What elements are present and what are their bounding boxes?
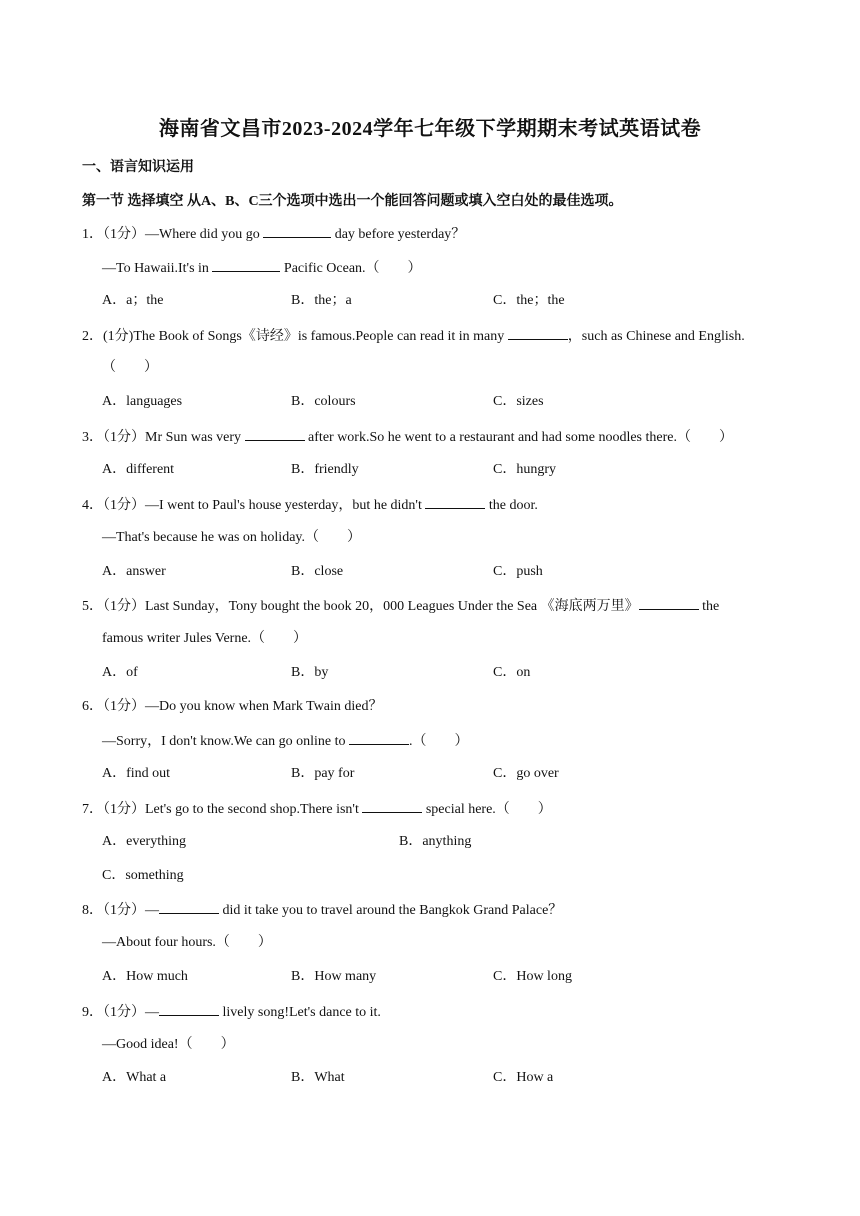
question-6-stem: 6．（1分）—Do you know when Mark Twain died？ (82, 699, 383, 714)
question-9-stem: 9．（1分）— lively song!Let's dance to it. (82, 1001, 381, 1023)
question-4-stem: 4．（1分）—I went to Paul's house yesterday，but he didn't the door. (82, 494, 538, 516)
question-5-option-b: B．by (291, 665, 329, 680)
question-9-option-b: B．What (291, 1070, 345, 1085)
answer-blank (159, 899, 219, 914)
answer-blank (508, 325, 568, 340)
question-6-option-b: B．pay for (291, 766, 355, 781)
question-1-option-b: B．the；a (291, 293, 352, 308)
question-4-option-c: C．push (493, 564, 543, 579)
page-title: 海南省文昌市2023-2024学年七年级下学期期末考试英语试卷 (158, 118, 702, 140)
question-3-option-c: C．hungry (493, 462, 556, 477)
question-7-option-a: A．everything (102, 834, 186, 849)
answer-blank (245, 426, 305, 441)
question-8-option-b: B．How many (291, 969, 377, 984)
question-8-response: —About four hours.（ ） (102, 935, 272, 950)
question-4-option-b: B．close (291, 564, 344, 579)
answer-blank (425, 494, 485, 509)
answer-blank (349, 730, 409, 745)
question-9-option-c: C．How a (493, 1070, 554, 1085)
subsection-heading: 第一节 选择填空 从A、B、C三个选项中选出一个能回答问题或填入空白处的最佳选项。 (82, 194, 623, 209)
question-5-stem: 5．（1分）Last Sunday，Tony bought the book 20，000 Leagues Under the Sea 《海底两万里》 the (82, 595, 719, 617)
answer-blank (263, 223, 331, 238)
answer-blank (212, 257, 280, 272)
question-1-stem: 1．（1分）—Where did you go day before yesterday？ (82, 223, 465, 245)
question-2-bracket: （ ） (102, 360, 158, 375)
question-1-response: —To Hawaii.It's in Pacific Ocean.（ ） (102, 257, 422, 279)
question-2-option-a: A．languages (102, 394, 183, 409)
question-7-option-c: C．something (102, 868, 184, 883)
question-3-stem: 3．（1分）Mr Sun was very after work.So he went to a restaurant and had some noodles there.（ ） (82, 426, 733, 448)
answer-blank (159, 1001, 219, 1016)
question-4-option-a: A．answer (102, 564, 166, 579)
question-8-option-c: C．How long (493, 969, 572, 984)
question-2-stem: 2．(1分)The Book of Songs《诗经》is famous.People can read it in many ，such as Chinese and English. (82, 325, 745, 347)
question-2-option-c: C．sizes (493, 394, 544, 409)
question-7-option-b: B．anything (399, 834, 472, 849)
question-5-option-c: C．on (493, 665, 531, 680)
answer-blank (362, 798, 422, 813)
answer-blank (639, 595, 699, 610)
question-6-option-a: A．find out (102, 766, 171, 781)
question-6-response: —Sorry，I don't know.We can go online to .（ ） (102, 730, 469, 752)
question-3-option-a: A．different (102, 462, 175, 477)
question-4-response: —That's because he was on holiday.（ ） (102, 530, 361, 545)
question-1-option-a: A．a；the (102, 293, 164, 308)
question-8-option-a: A．How much (102, 969, 188, 984)
question-8-stem: 8．（1分）— did it take you to travel around the Bangkok Grand Palace？ (82, 899, 562, 921)
question-7-stem: 7．（1分）Let's go to the second shop.There isn't special here.（ ） (82, 798, 552, 820)
question-5-option-a: A．of (102, 665, 138, 680)
question-5-continuation: famous writer Jules Verne.（ ） (102, 631, 308, 646)
question-9-response: —Good idea!（ ） (102, 1037, 235, 1052)
question-6-option-c: C．go over (493, 766, 559, 781)
question-9-option-a: A．What a (102, 1070, 167, 1085)
section-heading: 一、语言知识运用 (82, 160, 194, 175)
question-2-option-b: B．colours (291, 394, 356, 409)
question-1-option-c: C．the；the (493, 293, 565, 308)
question-3-option-b: B．friendly (291, 462, 359, 477)
